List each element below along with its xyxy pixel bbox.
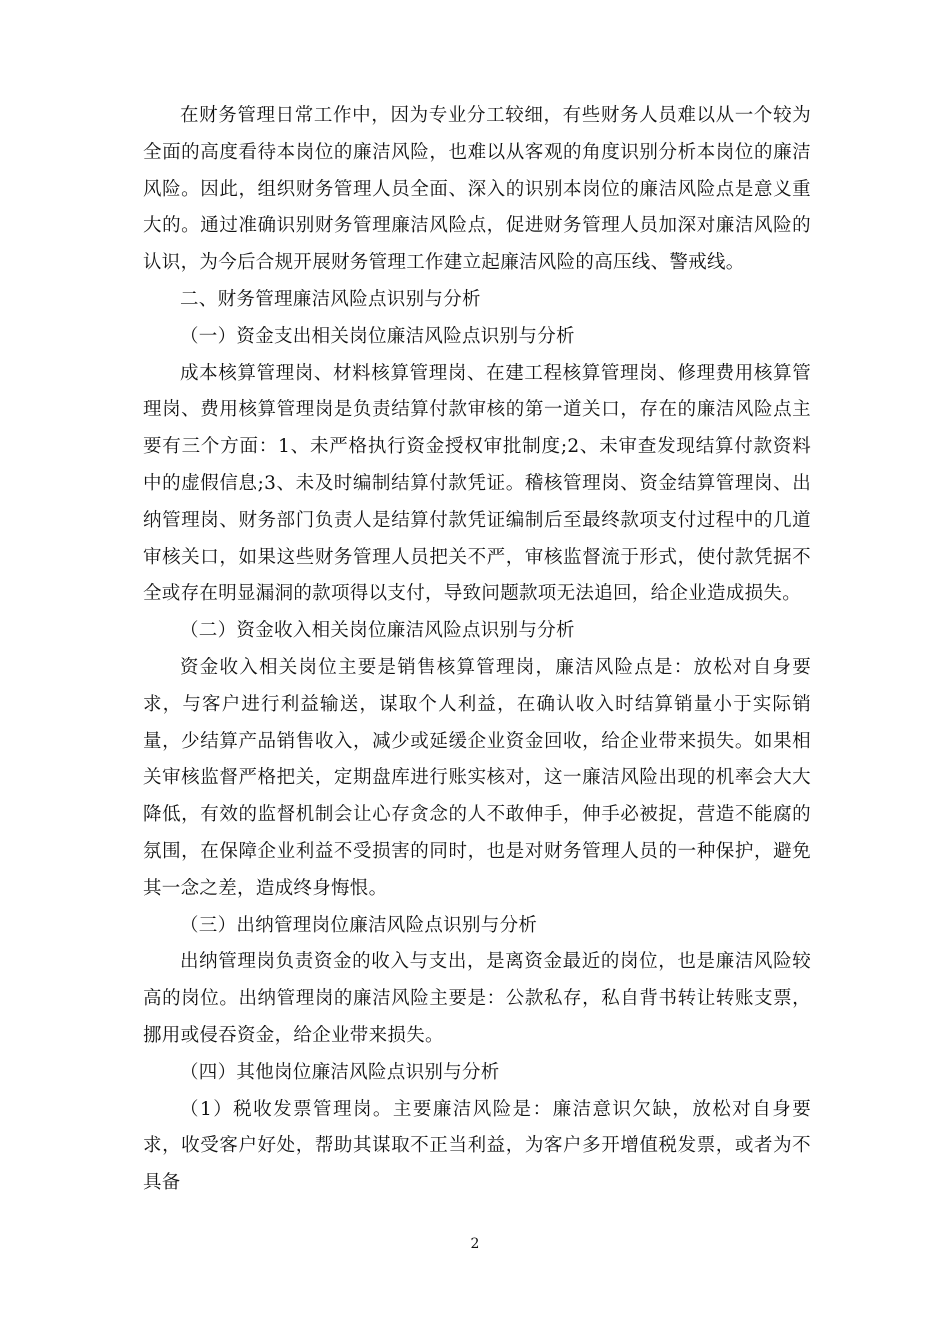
paragraph-fund-expenditure: 成本核算管理岗、材料核算管理岗、在建工程核算管理岗、修理费用核算管理岗、费用核算管理岗是负责结算付款审核的第一道关口，存在的廉洁风险点主要有三个方面：1、未严格执行资金授权审批制度;2、未审查发现结算付款资料中的虚假信息;3、未及时编制结算付款凭证。稽核管理岗、资金结算管理岗、出纳管理岗、财务部门负责人是结算付款凭证编制后至最终款项支付过程中的几道审核关口，如果这些财务管理人员把关不严，审核监督流于形式，使付款凭据不全或存在明显漏洞的款项得以支付，导致问题款项无法追回，给企业造成损失。	[143, 362, 811, 605]
page-number: 2	[470, 1236, 480, 1252]
subsection-heading-3: （三）出纳管理岗位廉洁风险点识别与分析	[180, 914, 538, 936]
paragraph-cashier: 出纳管理岗负责资金的收入与支出，是离资金最近的岗位，也是廉洁风险较高的岗位。出纳管理岗的廉洁风险主要是：公款私存，私自背书转让转账支票，挪用或侵吞资金，给企业带来损失。	[143, 951, 811, 1046]
subsection-heading-2: （二）资金收入相关岗位廉洁风险点识别与分析	[180, 620, 575, 642]
paragraph-tax-invoice: （1）税收发票管理岗。主要廉洁风险是：廉洁意识欠缺，放松对自身要求，收受客户好处，帮助其谋取不正当利益，为客户多开增值税发票，或者为不具备	[143, 1098, 811, 1194]
subsection-heading-1: （一）资金支出相关岗位廉洁风险点识别与分析	[180, 325, 575, 347]
intro-paragraph: 在财务管理日常工作中，因为专业分工较细，有些财务人员难以从一个较为全面的高度看待本岗位的廉洁风险，也难以从客观的角度识别分析本岗位的廉洁风险。因此，组织财务管理人员全面、深入的识别本岗位的廉洁风险点是意义重大的。通过准确识别财务管理廉洁风险点，促进财务管理人员加深对廉洁风险的认识，为今后合规开展财务管理工作建立起廉洁风险的高压线、警戒线。	[143, 105, 811, 274]
subsection-heading-4: （四）其他岗位廉洁风险点识别与分析	[180, 1061, 500, 1083]
paragraph-fund-income: 资金收入相关岗位主要是销售核算管理岗，廉洁风险点是：放松对自身要求，与客户进行利益输送，谋取个人利益，在确认收入时结算销量小于实际销量，少结算产品销售收入，减少或延缓企业资金回收，给企业带来损失。如果相关审核监督严格把关，定期盘库进行账实核对，这一廉洁风险出现的机率会大大降低，有效的监督机制会让心存贪念的人不敢伸手，伸手必被捉，营造不能腐的氛围，在保障企业利益不受损害的同时，也是对财务管理人员的一种保护，避免其一念之差，造成终身悔恨。	[143, 656, 811, 899]
section-heading-2: 二、财务管理廉洁风险点识别与分析	[180, 288, 481, 310]
body-text	[143, 98, 811, 1202]
